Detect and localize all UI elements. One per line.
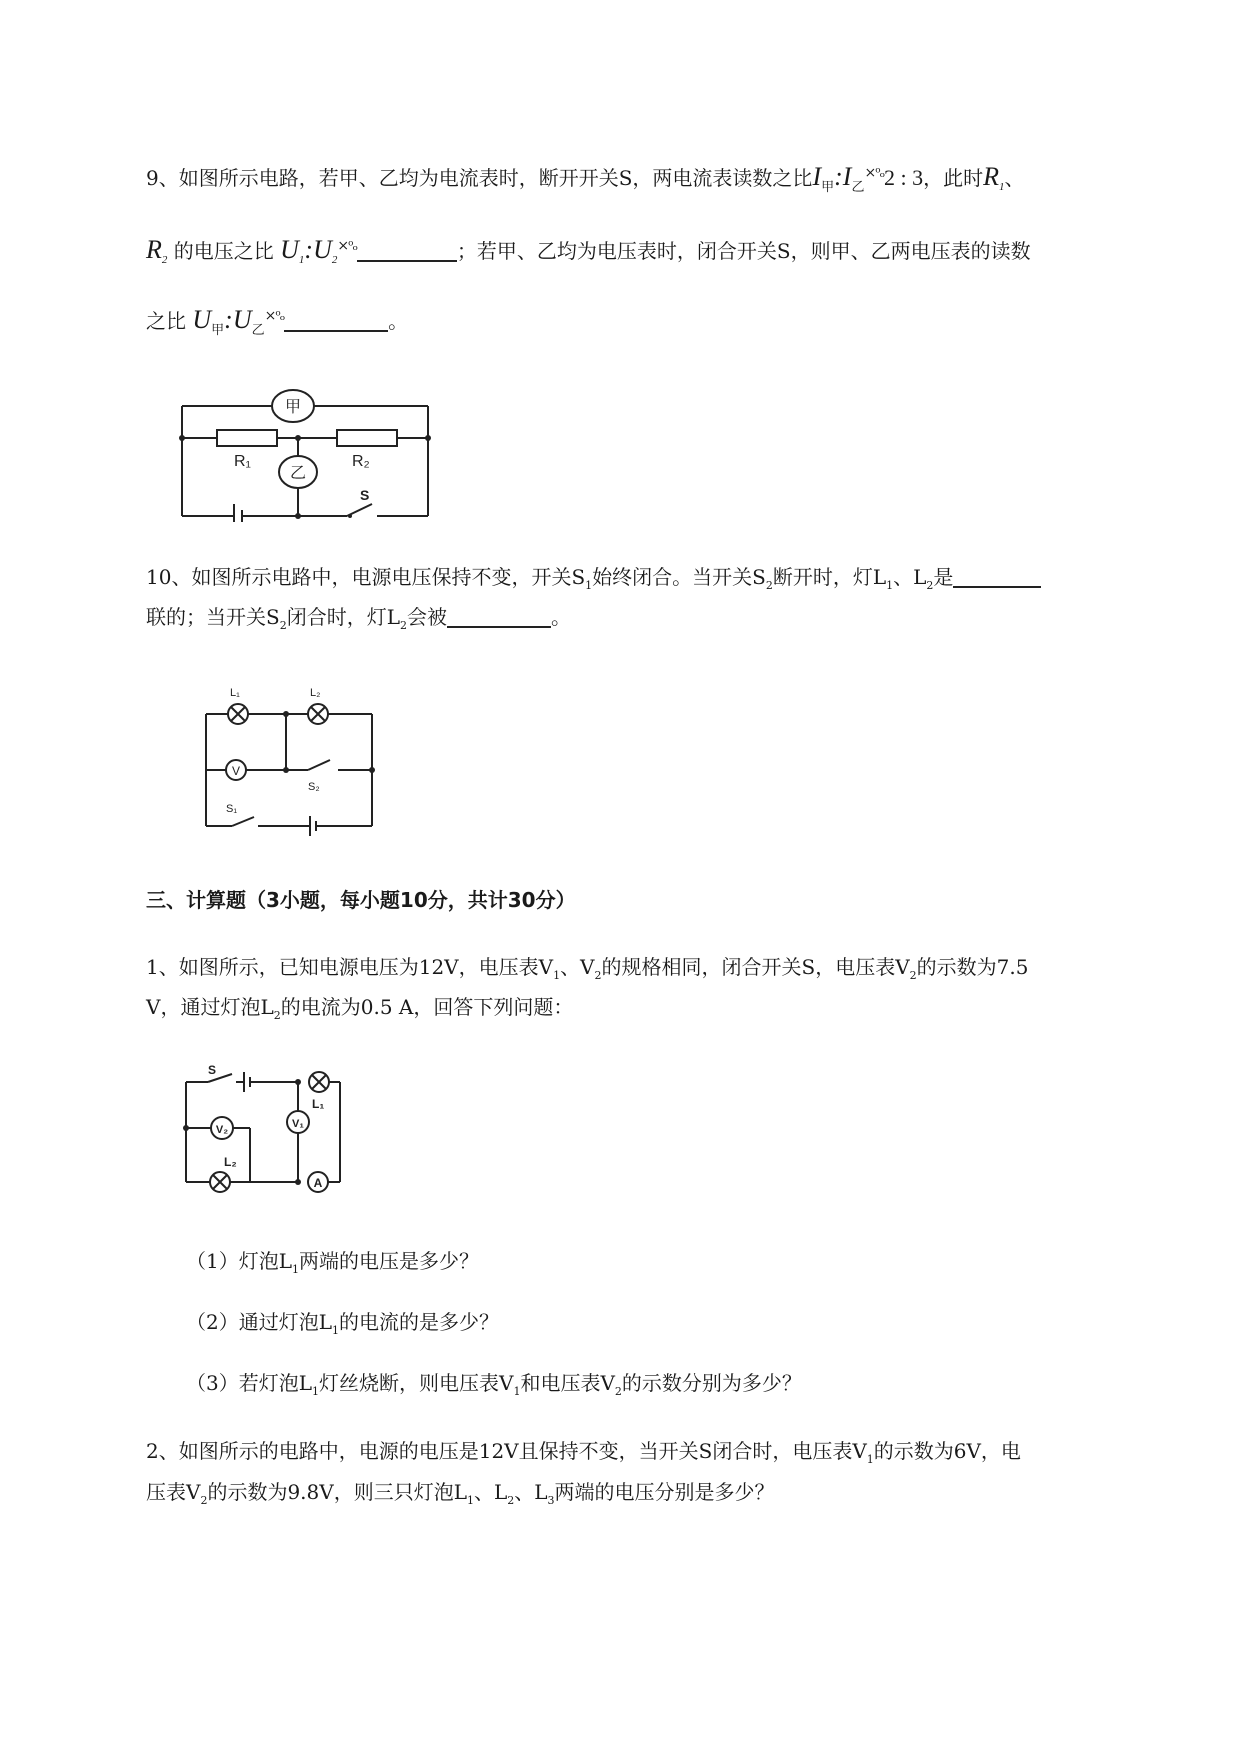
c1-sub2: （2）通过灯泡$L_1$的电流的是多少？ — [186, 1310, 500, 1337]
label-l2: L₂ — [310, 687, 321, 699]
voltmeter-v1-icon — [287, 1111, 309, 1133]
lamp-l1-icon — [228, 704, 248, 724]
c1-sub3: （3）若灯泡$L_1$灯丝烧断，则电压表$V_1$和电压表$V_2$的示数分别为多少？ — [186, 1371, 802, 1398]
label-l1: L₁ — [230, 687, 240, 699]
ammeter-yi-icon — [279, 456, 317, 488]
svg-text:V: V — [231, 764, 241, 778]
q9-circuit-diagram — [172, 382, 442, 522]
ammeter-icon — [308, 1172, 328, 1192]
c1-sub1: （1）灯泡$L_1$两端的电压是多少？ — [186, 1249, 480, 1276]
lamp-l1-icon — [309, 1072, 329, 1092]
q9-line2: R2 的电压之比 $U1:U2^{\times ᵒ_o}$ ；若甲、乙均为电压表时，闭合开关S，则甲、乙两电压表的读数 — [146, 235, 1031, 266]
svg-text:V₂: V₂ — [215, 1124, 229, 1136]
c1-line1: 1、如图所示，已知电源电压为12V，电压表$V_1$、$V_2$的规格相同，闭合开关S，电压表$V_2$的示数为7.5 — [146, 955, 1029, 982]
label-r1: R₁ — [234, 453, 251, 470]
label-s1: S₁ — [226, 803, 238, 815]
label-l1: L₁ — [312, 1097, 325, 1111]
answer-blank-q9-1[interactable] — [357, 240, 457, 262]
label-switch-s: S — [360, 487, 370, 503]
c1-line2: V，通过灯泡$L_2$的电流为0.5 A，回答下列问题： — [146, 995, 574, 1022]
label-s2: S₂ — [308, 781, 320, 793]
svg-text:A: A — [313, 1176, 323, 1190]
q9-line3: 之比 $U_甲:U_乙^{\times ᵒ_o}$ 。 — [146, 305, 409, 337]
q9-line1: 9、如图所示电路，若甲、乙均为电流表时，断开开关S，两电流表读数之比$I_甲:I_乙^{\times ᵒ_o}2$ : 3，此时R1、 — [146, 162, 1025, 194]
label-r2: R₂ — [352, 453, 370, 470]
section-heading: 三、计算题（3小题，每小题10分，共计30分） — [146, 888, 576, 912]
svg-text:乙: 乙 — [289, 465, 307, 482]
ammeter-jia-icon — [272, 390, 314, 422]
q10-line2: 联的；当开关$S_2$闭合时，灯$L_2$会被 。 — [146, 605, 571, 632]
answer-blank-q9-2[interactable] — [284, 310, 388, 332]
lamp-l2-icon — [308, 704, 328, 724]
lamp-l2-icon — [210, 1172, 230, 1192]
q10-line1: 10、如图所示电路中，电源电压保持不变，开关$S_1$始终闭合。当开关$S_2$断开时，灯$L_1$、$L_2$是 — [146, 564, 1150, 599]
q10-circuit-diagram — [196, 680, 396, 838]
answer-blank-q10-1[interactable] — [953, 566, 1041, 588]
svg-text:甲: 甲 — [284, 399, 302, 416]
label-l2: L₂ — [224, 1155, 237, 1169]
voltmeter-icon — [226, 760, 246, 780]
c2-line1: 2、如图所示的电路中，电源的电压是12V且保持不变，当开关S闭合时，电压表$V_1$的示数为6V，电 — [146, 1439, 1021, 1466]
svg-text:V₁: V₁ — [292, 1118, 304, 1130]
c2-line2: 压表$V_2$的示数为9.8V，则三只灯泡$L_1$、$L_2$、$L_3$两端的电压分别是多少？ — [146, 1480, 775, 1507]
answer-blank-q10-2[interactable] — [447, 606, 551, 628]
voltmeter-v2-icon — [211, 1117, 233, 1139]
c1-circuit-diagram — [178, 1062, 358, 1198]
label-s: S — [208, 1063, 217, 1077]
